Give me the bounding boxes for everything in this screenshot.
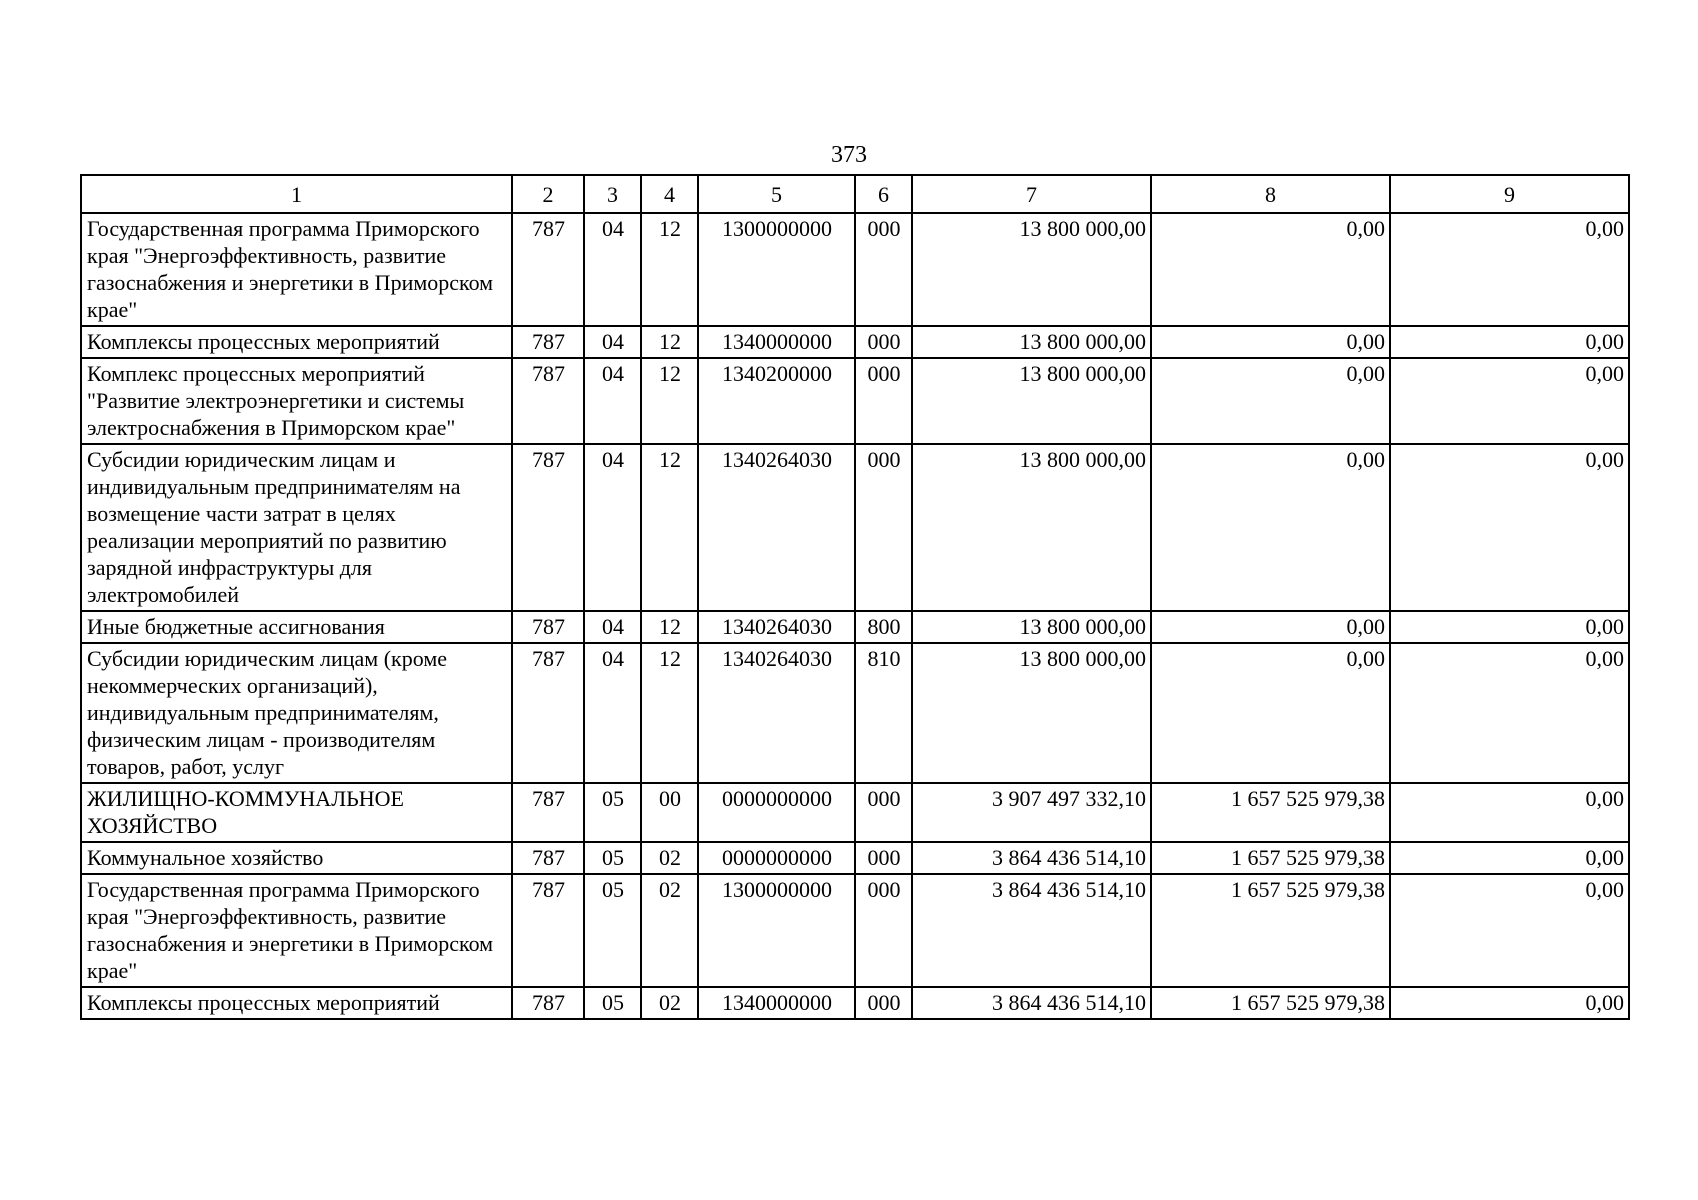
column-header: 5 [698, 175, 855, 213]
amount-cell-c8: 0,00 [1151, 358, 1390, 444]
amount-cell-c8: 0,00 [1151, 326, 1390, 358]
table-row [81, 643, 1629, 783]
amount-cell-c8: 1 657 525 979,38 [1151, 987, 1390, 1019]
column-header: 7 [912, 175, 1151, 213]
code-cell-c6: 000 [855, 874, 912, 987]
column-header: 3 [584, 175, 641, 213]
code-cell-c2: 787 [512, 213, 584, 326]
table-row [81, 611, 1629, 643]
amount-cell-c7: 3 907 497 332,10 [912, 783, 1151, 842]
code-cell-c5: 1340000000 [698, 987, 855, 1019]
code-cell-c3: 04 [584, 611, 641, 643]
code-cell-c2: 787 [512, 326, 584, 358]
amount-cell-c7: 3 864 436 514,10 [912, 874, 1151, 987]
code-cell-c3: 05 [584, 842, 641, 874]
table-row [81, 783, 1629, 842]
code-cell-c3: 05 [584, 783, 641, 842]
code-cell-c5: 0000000000 [698, 783, 855, 842]
amount-cell-c7: 13 800 000,00 [912, 213, 1151, 326]
code-cell-c2: 787 [512, 874, 584, 987]
code-cell-c4: 12 [641, 444, 698, 611]
amount-cell-c8: 1 657 525 979,38 [1151, 842, 1390, 874]
code-cell-c4: 12 [641, 611, 698, 643]
amount-cell-c8: 0,00 [1151, 643, 1390, 783]
column-header: 9 [1390, 175, 1629, 213]
amount-cell-c8: 0,00 [1151, 213, 1390, 326]
code-cell-c2: 787 [512, 987, 584, 1019]
amount-cell-c9: 0,00 [1390, 874, 1629, 987]
code-cell-c2: 787 [512, 358, 584, 444]
row-name-cell: ЖИЛИЩНО-КОММУНАЛЬНОЕ ХОЗЯЙСТВО [81, 783, 512, 842]
code-cell-c2: 787 [512, 783, 584, 842]
row-name-cell: Субсидии юридическим лицам (кроме некоммерческих организаций), индивидуальным предпринимателям, физическим лицам - производителям товаров, работ, услуг [81, 643, 512, 783]
amount-cell-c7: 3 864 436 514,10 [912, 842, 1151, 874]
code-cell-c2: 787 [512, 643, 584, 783]
code-cell-c3: 04 [584, 444, 641, 611]
code-cell-c6: 000 [855, 842, 912, 874]
code-cell-c6: 000 [855, 987, 912, 1019]
budget-table [80, 174, 1630, 1020]
column-header: 1 [81, 175, 512, 213]
code-cell-c6: 000 [855, 444, 912, 611]
code-cell-c2: 787 [512, 611, 584, 643]
code-cell-c4: 02 [641, 842, 698, 874]
amount-cell-c8: 1 657 525 979,38 [1151, 874, 1390, 987]
code-cell-c5: 1300000000 [698, 213, 855, 326]
column-header: 6 [855, 175, 912, 213]
code-cell-c6: 000 [855, 213, 912, 326]
row-name-cell: Комплексы процессных мероприятий [81, 987, 512, 1019]
column-header: 2 [512, 175, 584, 213]
code-cell-c6: 000 [855, 358, 912, 444]
code-cell-c5: 0000000000 [698, 842, 855, 874]
amount-cell-c8: 0,00 [1151, 444, 1390, 611]
amount-cell-c7: 13 800 000,00 [912, 643, 1151, 783]
column-header: 4 [641, 175, 698, 213]
column-header: 8 [1151, 175, 1390, 213]
amount-cell-c9: 0,00 [1390, 213, 1629, 326]
table-row [81, 326, 1629, 358]
code-cell-c6: 810 [855, 643, 912, 783]
code-cell-c4: 12 [641, 213, 698, 326]
code-cell-c3: 05 [584, 874, 641, 987]
amount-cell-c7: 3 864 436 514,10 [912, 987, 1151, 1019]
code-cell-c4: 02 [641, 874, 698, 987]
code-cell-c5: 1300000000 [698, 874, 855, 987]
code-cell-c6: 000 [855, 783, 912, 842]
amount-cell-c7: 13 800 000,00 [912, 611, 1151, 643]
code-cell-c5: 1340264030 [698, 611, 855, 643]
row-name-cell: Государственная программа Приморского края "Энергоэффективность, развитие газоснабжения и энергетики в Приморском крае" [81, 213, 512, 326]
code-cell-c5: 1340200000 [698, 358, 855, 444]
table-row [81, 358, 1629, 444]
table-row [81, 444, 1629, 611]
table-row [81, 987, 1629, 1019]
code-cell-c4: 02 [641, 987, 698, 1019]
table-row [81, 213, 1629, 326]
code-cell-c4: 12 [641, 326, 698, 358]
amount-cell-c7: 13 800 000,00 [912, 358, 1151, 444]
code-cell-c5: 1340000000 [698, 326, 855, 358]
code-cell-c2: 787 [512, 842, 584, 874]
row-name-cell: Комплексы процессных мероприятий [81, 326, 512, 358]
amount-cell-c9: 0,00 [1390, 987, 1629, 1019]
amount-cell-c9: 0,00 [1390, 783, 1629, 842]
amount-cell-c7: 13 800 000,00 [912, 326, 1151, 358]
code-cell-c3: 04 [584, 213, 641, 326]
code-cell-c4: 12 [641, 643, 698, 783]
page-number: 373 [831, 142, 867, 168]
amount-cell-c9: 0,00 [1390, 444, 1629, 611]
code-cell-c3: 05 [584, 987, 641, 1019]
code-cell-c3: 04 [584, 643, 641, 783]
code-cell-c3: 04 [584, 326, 641, 358]
row-name-cell: Иные бюджетные ассигнования [81, 611, 512, 643]
header-row [81, 175, 1629, 213]
code-cell-c5: 1340264030 [698, 444, 855, 611]
amount-cell-c9: 0,00 [1390, 358, 1629, 444]
row-name-cell: Коммунальное хозяйство [81, 842, 512, 874]
code-cell-c4: 12 [641, 358, 698, 444]
amount-cell-c8: 0,00 [1151, 611, 1390, 643]
amount-cell-c8: 1 657 525 979,38 [1151, 783, 1390, 842]
amount-cell-c9: 0,00 [1390, 326, 1629, 358]
row-name-cell: Комплекс процессных мероприятий "Развитие электроэнергетики и системы электроснабжения в Приморском крае" [81, 358, 512, 444]
amount-cell-c7: 13 800 000,00 [912, 444, 1151, 611]
code-cell-c6: 800 [855, 611, 912, 643]
table-row [81, 874, 1629, 987]
row-name-cell: Государственная программа Приморского края "Энергоэффективность, развитие газоснабжения и энергетики в Приморском крае" [81, 874, 512, 987]
code-cell-c4: 00 [641, 783, 698, 842]
table-body [81, 213, 1629, 1019]
amount-cell-c9: 0,00 [1390, 842, 1629, 874]
row-name-cell: Субсидии юридическим лицам и индивидуальным предпринимателям на возмещение части затрат в целях реализации мероприятий по развитию зарядной инфраструктуры для электромобилей [81, 444, 512, 611]
amount-cell-c9: 0,00 [1390, 611, 1629, 643]
amount-cell-c9: 0,00 [1390, 643, 1629, 783]
code-cell-c2: 787 [512, 444, 584, 611]
code-cell-c5: 1340264030 [698, 643, 855, 783]
code-cell-c3: 04 [584, 358, 641, 444]
table-row [81, 842, 1629, 874]
code-cell-c6: 000 [855, 326, 912, 358]
